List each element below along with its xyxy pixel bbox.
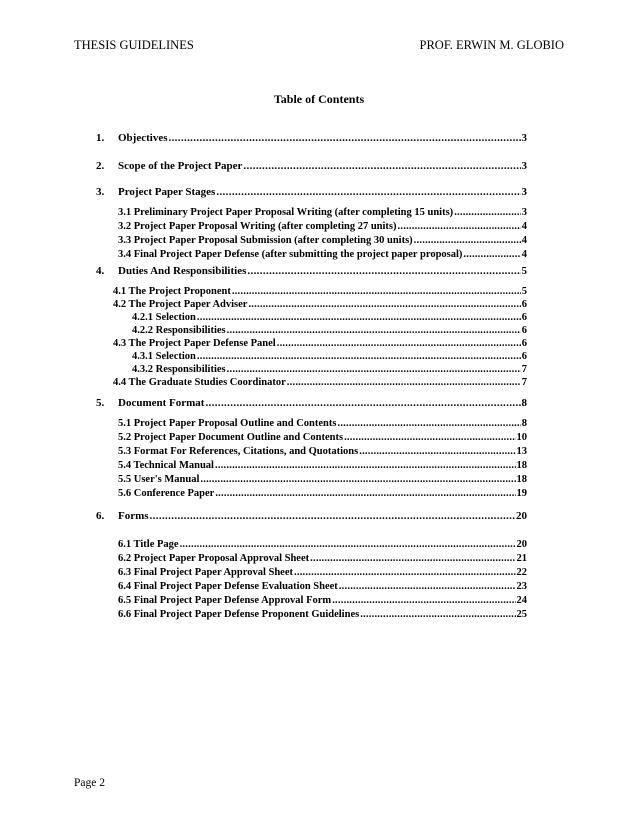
toc-entry-page: 8 (521, 397, 527, 409)
toc-entry-title: 6.5 Final Project Paper Defense Approval Form (118, 595, 332, 606)
dot-leader (180, 539, 516, 550)
toc-entry-page: 23 (516, 581, 527, 592)
toc-subentry[interactable] (113, 338, 527, 349)
toc-subentry[interactable] (118, 221, 527, 232)
toc-entry-page: 6 (521, 312, 527, 323)
dot-leader (359, 446, 515, 457)
toc-entry-title: 4.2.2 Responsibilities (132, 325, 226, 336)
toc-entry-title: 5.1 Project Paper Proposal Outline and Contents (118, 418, 337, 429)
dot-leader (463, 249, 520, 260)
dot-leader (339, 581, 516, 592)
toc-entry[interactable] (96, 397, 527, 409)
toc-subentry[interactable] (118, 581, 527, 592)
toc-entry-page: 5 (521, 265, 527, 277)
toc-entry-title: 5.5 User's Manual (118, 474, 200, 485)
toc-subentry[interactable] (118, 432, 527, 443)
page-number: Page 2 (74, 777, 105, 789)
toc-entry[interactable] (96, 160, 527, 172)
toc-subentry[interactable] (113, 299, 527, 310)
toc-entry[interactable] (96, 132, 527, 144)
dot-leader (360, 609, 515, 620)
dot-leader (205, 397, 520, 409)
toc-subentry[interactable] (118, 460, 527, 471)
toc-entry-page: 4 (521, 235, 527, 246)
toc-subentry[interactable] (118, 474, 527, 485)
toc-entry-title: Scope of the Project Paper (118, 160, 243, 172)
dot-leader (247, 265, 520, 277)
toc-entry[interactable] (96, 186, 527, 198)
toc-subsubentry[interactable] (132, 325, 527, 336)
toc-entry-page: 3 (521, 186, 527, 198)
toc-subentry[interactable] (118, 567, 527, 578)
dot-leader (332, 595, 515, 606)
toc-entry-page: 22 (516, 567, 527, 578)
dot-leader (310, 553, 515, 564)
toc-entry-page: 20 (516, 539, 527, 550)
toc-entry-title: 5.4 Technical Manual (118, 460, 214, 471)
dot-leader (414, 235, 521, 246)
toc-subentry[interactable] (118, 553, 527, 564)
toc-entry-page: 3 (521, 132, 527, 144)
dot-leader (215, 488, 515, 499)
toc-entry-title: 5.2 Project Paper Document Outline and Contents (118, 432, 344, 443)
toc-title: Table of Contents (273, 92, 365, 106)
toc-entry-page: 3 (521, 207, 527, 218)
toc-entry-page: 18 (516, 474, 527, 485)
toc-entry-title: Forms (118, 510, 149, 522)
dot-leader (344, 432, 515, 443)
dot-leader (294, 567, 516, 578)
toc-entry-page: 25 (516, 609, 527, 620)
toc-entry-page: 6 (521, 325, 527, 336)
dot-leader (227, 325, 521, 336)
toc-entry-page: 4 (521, 221, 527, 232)
dot-leader (277, 338, 521, 349)
dot-leader (215, 460, 516, 471)
toc-entry-title: 3.1 Preliminary Project Paper Proposal Writing (after completing 15 units) (118, 207, 454, 218)
toc-entry-title: 6.1 Title Page (118, 539, 179, 550)
toc-entry-title: 6.2 Project Paper Proposal Approval Sheet (118, 553, 310, 564)
dot-leader (232, 286, 521, 297)
header-author: PROF. ERWIN M. GLOBIO (419, 38, 564, 52)
dot-leader (398, 221, 521, 232)
toc-subsubentry[interactable] (132, 364, 527, 375)
toc-entry[interactable] (96, 510, 527, 522)
toc-subentry[interactable] (118, 446, 527, 457)
toc-entry-title: 5.3 Format For References, Citations, and Quotations (118, 446, 359, 457)
toc-entry-number: 1. (96, 132, 105, 144)
toc-subentry[interactable] (118, 249, 527, 260)
toc-entry-page: 18 (516, 460, 527, 471)
toc-entry-title: Project Paper Stages (118, 186, 216, 198)
toc-entry-number: 3. (96, 186, 105, 198)
toc-entry-page: 6 (521, 299, 527, 310)
toc-subentry[interactable] (118, 595, 527, 606)
toc-entry-title: 4.4 The Graduate Studies Coordinator (113, 377, 286, 388)
dot-leader (197, 312, 521, 323)
toc-entry-page: 5 (521, 286, 527, 297)
toc-entry-page: 10 (516, 432, 527, 443)
toc-entry-page: 20 (516, 510, 527, 522)
toc-subentry[interactable] (118, 539, 527, 550)
toc-entry-title: 4.3.1 Selection (132, 351, 196, 362)
toc-entry-number: 6. (96, 510, 105, 522)
toc-entry-page: 6 (521, 338, 527, 349)
dot-leader (287, 377, 521, 388)
toc-entry-title: 4.3.2 Responsibilities (132, 364, 226, 375)
toc-entry-title: 6.6 Final Project Paper Defense Proponent Guidelines (118, 609, 360, 620)
toc-subsubentry[interactable] (132, 351, 527, 362)
toc-subentry[interactable] (118, 609, 527, 620)
dot-leader (168, 132, 520, 144)
toc-entry-title: 4.2 The Project Paper Adviser (113, 299, 248, 310)
toc-entry-page: 13 (516, 446, 527, 457)
toc-entry-number: 2. (96, 160, 105, 172)
dot-leader (200, 474, 515, 485)
toc-entry-title: 4.2.1 Selection (132, 312, 196, 323)
toc-entry-title: 3.3 Project Paper Proposal Submission (after completing 30 units) (118, 235, 413, 246)
header-document-title: THESIS GUIDELINES (74, 38, 194, 52)
toc-subentry[interactable] (118, 488, 527, 499)
toc-entry-page: 7 (521, 377, 527, 388)
dot-leader (337, 418, 520, 429)
toc-subentry[interactable] (118, 235, 527, 246)
dot-leader (216, 186, 520, 198)
toc-entry-page: 6 (521, 351, 527, 362)
toc-subentry[interactable] (113, 286, 527, 297)
toc-entry-page: 21 (516, 553, 527, 564)
toc-entry-page: 7 (521, 364, 527, 375)
toc-entry-title: 4.1 The Project Proponent (113, 286, 231, 297)
toc-subentry[interactable] (118, 418, 527, 429)
toc-entry-title: Objectives (118, 132, 168, 144)
toc-entry-title: 5.6 Conference Paper (118, 488, 215, 499)
dot-leader (243, 160, 520, 172)
toc-entry-page: 24 (516, 595, 527, 606)
toc-entry-title: 3.4 Final Project Paper Defense (after submitting the project paper proposal) (118, 249, 463, 260)
toc-entry-title: 3.2 Project Paper Proposal Writing (after completing 27 units) (118, 221, 397, 232)
dot-leader (150, 510, 515, 522)
toc-entry-title: Duties And Responsibilities (118, 265, 247, 277)
dot-leader (454, 207, 521, 218)
toc-entry-page: 8 (521, 418, 527, 429)
toc-entry-page: 19 (516, 488, 527, 499)
toc-entry-number: 5. (96, 397, 105, 409)
dot-leader (197, 351, 521, 362)
toc-entry-title: 4.3 The Project Paper Defense Panel (113, 338, 276, 349)
toc-entry-title: Document Format (118, 397, 205, 409)
toc-entry-page: 3 (521, 160, 527, 172)
toc-entry-title: 6.3 Final Project Paper Approval Sheet (118, 567, 293, 578)
toc-entry-title: 6.4 Final Project Paper Defense Evaluation Sheet (118, 581, 338, 592)
dot-leader (248, 299, 520, 310)
toc-entry[interactable] (96, 265, 527, 277)
toc-entry-number: 4. (96, 265, 105, 277)
toc-subentry[interactable] (118, 207, 527, 218)
dot-leader (227, 364, 521, 375)
toc-subentry[interactable] (113, 377, 527, 388)
toc-subsubentry[interactable] (132, 312, 527, 323)
toc-entry-page: 4 (521, 249, 527, 260)
